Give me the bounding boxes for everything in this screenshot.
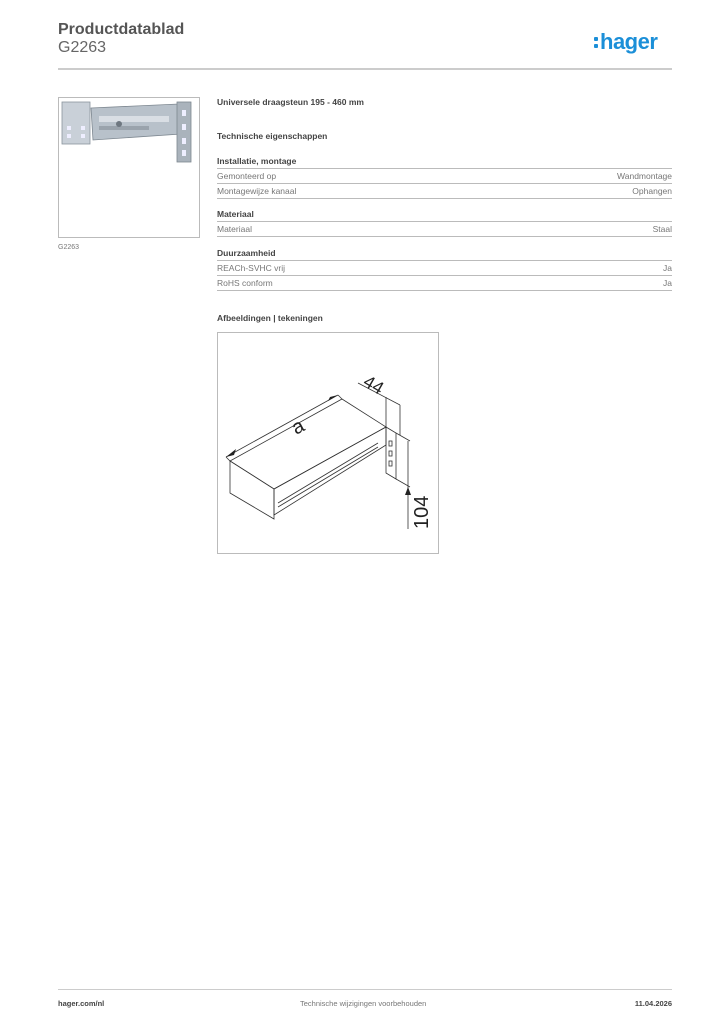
specs-heading: Technische eigenschappen [217,131,328,141]
wall-bracket-photo-icon [59,98,199,237]
spec-row: RoHS conform Ja [217,276,672,291]
spec-group-title: Installatie, montage [217,156,672,169]
svg-text:a: a [288,414,309,440]
spec-row: Gemonteerd op Wandmontage [217,169,672,184]
spec-row: Montagewijze kanaal Ophangen [217,184,672,199]
technical-drawing [217,332,439,554]
spec-group-sustainability [217,248,672,291]
header-divider [58,68,672,70]
website-link[interactable]: hager.com/nl [58,999,105,1008]
product-description: Universele draagsteun 195 - 460 mm [217,97,364,107]
spec-group-installation [217,156,672,199]
svg-text:104: 104 [411,495,433,529]
hager-logo: hager [594,29,657,55]
document-date: 11.04.2026 [634,999,672,1008]
product-photo [58,97,200,238]
svg-text:44: 44 [360,371,388,399]
logo-dots-icon [594,36,598,50]
spec-row: Materiaal Staal [217,222,672,237]
disclaimer: Technische wijzigingen voorbehouden [300,999,427,1008]
page-title: Productdatablad [58,21,185,38]
photo-caption: G2263 [58,244,80,251]
drawings-heading: Afbeeldingen | tekeningen [217,313,323,323]
product-code: G2263 [58,39,107,56]
spec-row: REACh-SVHC vrij Ja [217,261,672,276]
footer-divider [58,989,672,990]
spec-group-material [217,209,672,237]
spec-group-title: Materiaal [217,209,672,222]
spec-group-title: Duurzaamheid [217,248,672,261]
bracket-dimension-drawing-icon [218,333,438,553]
